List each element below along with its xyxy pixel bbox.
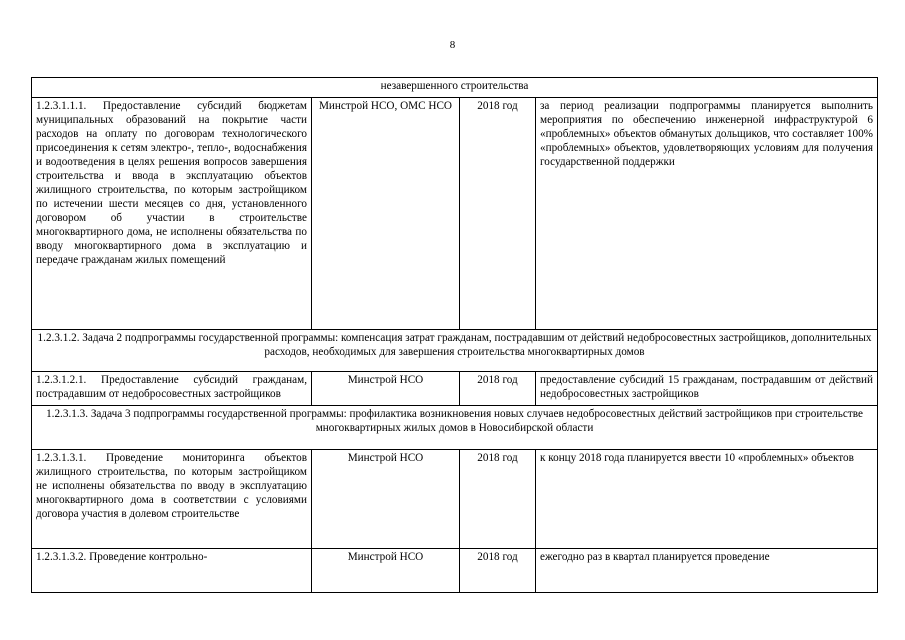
table-row	[32, 549, 878, 593]
table-row	[32, 372, 878, 406]
table-row	[32, 98, 878, 330]
result-cell: ежегодно раз в квартал планируется проведение	[536, 549, 878, 593]
result-cell: предоставление субсидий 15 гражданам, пострадавшим от действий недобросовестных застройщиков	[536, 372, 878, 406]
executor-cell: Минстрой НСО	[312, 450, 460, 549]
activity-cell: 1.2.3.1.3.2. Проведение контрольно-	[32, 549, 312, 593]
activities-table	[31, 77, 878, 593]
task-cell: 1.2.3.1.2. Задача 2 подпрограммы государственной программы: компенсация затрат гражданам, пострадавшим от действий недобросовестных застройщиков, дополнительных расходов, необходимых для завершения строительства многоквартирных домов	[32, 330, 878, 372]
table-row	[32, 78, 878, 98]
executor-cell: Минстрой НСО, ОМС НСО	[312, 98, 460, 330]
executor-cell: Минстрой НСО	[312, 549, 460, 593]
task-row	[32, 406, 878, 450]
page-number: 8	[449, 39, 456, 51]
activity-cell: 1.2.3.1.2.1. Предоставление субсидий гражданам, пострадавшим от недобросовестных застройщиков	[32, 372, 312, 406]
activity-cell: 1.2.3.1.3.1. Проведение мониторинга объектов жилищного строительства, по которым застройщиком не исполнены обязательства по вводу в эксплуатацию многоквартирного дома в соответствии с условиями договора участия в долевом строительстве	[32, 450, 312, 549]
year-cell: 2018 год	[460, 450, 536, 549]
year-cell: 2018 год	[460, 549, 536, 593]
task-cell: 1.2.3.1.3. Задача 3 подпрограммы государственной программы: профилактика возникновения новых случаев недобросовестных действий застройщиков при строительстве многоквартирных жилых домов в Новосибирской области	[32, 406, 878, 450]
table-row	[32, 450, 878, 549]
year-cell: 2018 год	[460, 372, 536, 406]
result-cell: за период реализации подпрограммы планируется выполнить мероприятия по обеспечению инженерной инфраструктурой 6 «проблемных» объектов обманутых дольщиков, что составляет 100% «проблемных» объектов, удовлетворяющих условиям для получения государственной поддержки	[536, 98, 878, 330]
year-cell: 2018 год	[460, 98, 536, 330]
task-row	[32, 330, 878, 372]
continuation-cell: незавершенного строительства	[32, 78, 878, 98]
executor-cell: Минстрой НСО	[312, 372, 460, 406]
result-cell: к концу 2018 года планируется ввести 10 «проблемных» объектов	[536, 450, 878, 549]
activity-cell: 1.2.3.1.1.1. Предоставление субсидий бюджетам муниципальных образований на покрытие части расходов на оплату по договорам технологического присоединения к сетям электро-, тепло-, водоснабжения и водоотведения в целях решения вопросов завершения строительства и ввода в эксплуатацию объектов жилищного строительства, по которым застройщиком по истечении шести месяцев со дня, установленного договором об участии в строительстве многоквартирного дома, не исполнены обязательства по вводу многоквартирного дома в эксплуатацию и передаче гражданам жилых помещений	[32, 98, 312, 330]
